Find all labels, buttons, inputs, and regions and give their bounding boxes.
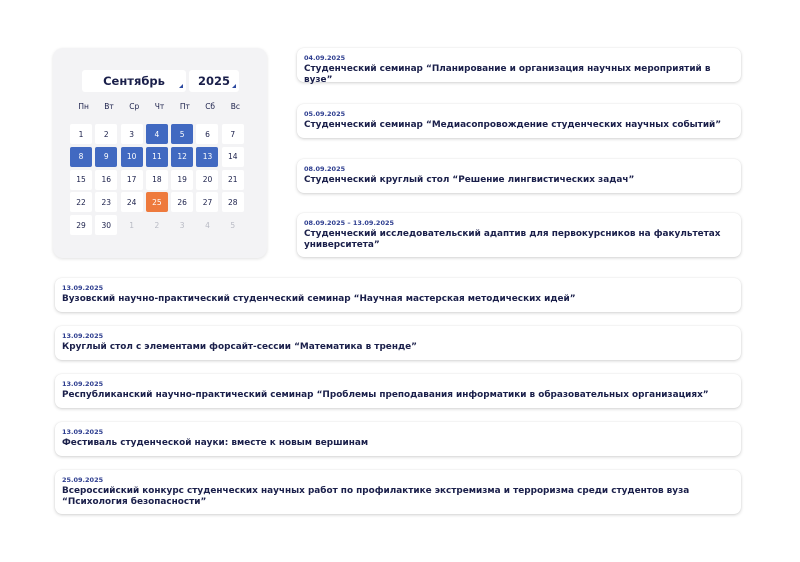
event-title: Вузовский научно-практический студенческий семинар “Научная мастерская методических идей”	[62, 294, 576, 304]
calendar-day[interactable]: 30	[95, 215, 117, 235]
calendar-day-outside-month: 5	[230, 220, 236, 230]
event-card[interactable]	[55, 374, 741, 408]
calendar-day-today[interactable]: 25	[146, 192, 168, 212]
calendar-day[interactable]: 19	[171, 170, 193, 190]
calendar-day[interactable]: 22	[70, 192, 92, 212]
year-label: 2025	[197, 74, 230, 88]
event-card[interactable]	[297, 159, 741, 193]
calendar-day[interactable]: 18	[146, 170, 168, 190]
weekday-label: Сб	[205, 102, 216, 111]
calendar-day[interactable]: 3	[121, 124, 143, 144]
event-date: 25.09.2025	[62, 476, 104, 484]
calendar-day[interactable]: 6	[196, 124, 218, 144]
month-select[interactable]	[82, 70, 186, 92]
weekday-header	[71, 102, 248, 111]
event-title: Студенческий семинар “Медиасопровождение студенческих научных событий”	[304, 120, 722, 130]
dropdown-arrow-icon	[179, 84, 183, 88]
year-select[interactable]	[189, 70, 239, 92]
calendar-day[interactable]: 1	[70, 124, 92, 144]
calendar-day[interactable]: 15	[70, 170, 92, 190]
weekday-label: Вт	[104, 102, 114, 111]
calendar-day[interactable]: 2	[95, 124, 117, 144]
weekday-label: Пн	[78, 102, 89, 111]
calendar-day[interactable]: 16	[95, 170, 117, 190]
calendar-day-outside-month: 2	[154, 220, 160, 230]
event-card[interactable]	[55, 278, 741, 312]
calendar-day[interactable]: 26	[171, 192, 193, 212]
calendar-day[interactable]: 5	[171, 124, 193, 144]
calendar-day[interactable]: 24	[121, 192, 143, 212]
month-label: Сентябрь	[103, 74, 165, 88]
weekday-label: Пт	[179, 102, 190, 111]
calendar-day[interactable]: 27	[196, 192, 218, 212]
calendar-day[interactable]: 11	[146, 147, 168, 167]
calendar-day[interactable]: 20	[196, 170, 218, 190]
event-card[interactable]	[55, 326, 741, 360]
calendar-day[interactable]: 9	[95, 147, 117, 167]
event-title: Всероссийский конкурс студенческих научных работ по профилактике экстремизма и терроризма среди студентов вуза “Психология безопасности”	[62, 486, 690, 507]
event-title: Студенческий круглый стол “Решение лингвистических задач”	[304, 175, 635, 185]
dropdown-arrow-icon	[232, 84, 236, 88]
event-date: 04.09.2025	[304, 54, 346, 62]
calendar-day[interactable]: 4	[146, 124, 168, 144]
calendar-day-outside-month: 4	[205, 220, 210, 230]
calendar-header	[53, 70, 267, 92]
calendar-day[interactable]: 13	[196, 147, 218, 167]
weekday-label: Чт	[154, 102, 165, 111]
event-title: Студенческий исследовательский адаптив для первокурсников на факультетах университета”	[304, 229, 721, 250]
event-title: Фестиваль студенческой науки: вместе к новым вершинам	[62, 438, 369, 448]
calendar-days-grid	[70, 124, 244, 235]
event-card[interactable]	[297, 104, 741, 138]
event-date: 08.09.2025	[304, 165, 346, 173]
calendar-day[interactable]: 28	[222, 192, 244, 212]
event-date: 13.09.2025	[62, 284, 104, 292]
calendar-day[interactable]: 7	[222, 124, 244, 144]
event-date: 13.09.2025	[62, 332, 104, 340]
calendar-day[interactable]: 21	[222, 170, 244, 190]
calendar-widget	[53, 48, 267, 258]
calendar-day-outside-month: 1	[129, 220, 134, 230]
event-date: 08.09.2025 – 13.09.2025	[304, 219, 395, 227]
event-date: 13.09.2025	[62, 380, 104, 388]
calendar-day[interactable]: 29	[70, 215, 92, 235]
calendar-day[interactable]: 10	[121, 147, 143, 167]
event-card[interactable]	[297, 213, 741, 257]
calendar-day[interactable]: 8	[70, 147, 92, 167]
calendar-day[interactable]: 17	[121, 170, 143, 190]
weekday-label: Ср	[129, 102, 140, 111]
calendar-day[interactable]: 12	[171, 147, 193, 167]
event-card[interactable]	[297, 48, 741, 85]
event-title: Республиканский научно-практический семинар “Проблемы преподавания информатики в образовательных организациях”	[62, 390, 709, 400]
calendar-day-outside-month: 3	[179, 220, 185, 230]
event-title: Студенческий семинар “Планирование и организация научных мероприятий в вузе”	[304, 64, 711, 85]
calendar-day[interactable]: 23	[95, 192, 117, 212]
event-date: 05.09.2025	[304, 110, 346, 118]
event-card[interactable]	[55, 470, 741, 514]
event-date: 13.09.2025	[62, 428, 104, 436]
event-card[interactable]	[55, 422, 741, 456]
weekday-label: Вс	[230, 102, 241, 111]
event-title: Круглый стол с элементами форсайт-сессии “Математика в тренде”	[62, 342, 417, 352]
calendar-day[interactable]: 14	[222, 147, 244, 167]
